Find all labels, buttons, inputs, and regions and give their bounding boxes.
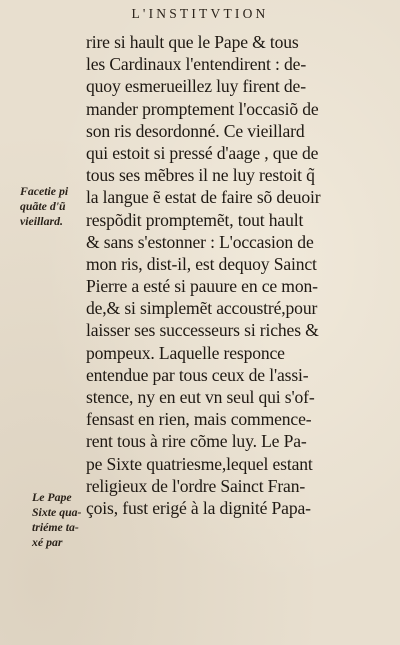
margin-note-line: quãte d'ũ <box>20 199 66 213</box>
text-line: religieux de l'ordre Sainct Fran- <box>86 475 306 496</box>
text-line: qui estoit si pressé d'aage , que de <box>86 142 319 163</box>
margin-note-line: triéme ta- <box>32 520 79 534</box>
text-line: respõdit promptemẽt, tout hault <box>86 209 304 230</box>
margin-note-line: Facetie pi <box>20 184 69 198</box>
text-line: fensast en rien, mais commence- <box>86 409 312 430</box>
text-line: laisser ses successeurs si riches & <box>86 320 319 341</box>
margin-note-line: xé par <box>32 535 63 549</box>
margin-note-line: Le Pape <box>32 490 72 504</box>
text-line: quoy esmerueillez luy firent de- <box>86 76 306 97</box>
text-line: son ris desordonné. Ce vieillard <box>86 120 305 141</box>
text-line: pe Sixte quatriesme,lequel estant <box>86 453 313 474</box>
text-line: mander promptement l'occasiõ de <box>86 98 319 119</box>
text-line: rire si hault que le Pape & tous <box>86 32 299 52</box>
text-line: tous ses mẽbres il ne luy restoit q̃ <box>86 165 315 186</box>
margin-note-pape-sixte <box>32 490 82 550</box>
text-line: de,& si simplemẽt accoustré,pour <box>86 298 318 319</box>
text-line: mon ris, dist-il, est dequoy Sainct <box>86 253 317 274</box>
text-line: & sans s'estonner : L'occasion de <box>86 231 314 252</box>
text-line: Pierre a esté si pauure en ce mon- <box>86 276 318 297</box>
text-line: les Cardinaux l'entendirent : de- <box>86 54 307 75</box>
margin-note-line: Sixte qua- <box>32 505 82 519</box>
margin-note-line: vieillard. <box>20 214 63 228</box>
text-line: la langue ẽ estat de faire sõ deuoir <box>86 187 321 208</box>
margin-note-facetie <box>20 184 68 229</box>
main-text <box>86 31 382 519</box>
text-line: rent tous à rire cõme luy. Le Pa- <box>86 431 307 452</box>
text-line: pompeux. Laquelle responce <box>86 342 285 363</box>
text-line: çois, fust erigé à la dignité Papa- <box>86 497 311 518</box>
text-line: stence, ny en eut vn seul qui s'of- <box>86 387 315 407</box>
text-line: entendue par tous ceux de l'assi- <box>86 364 309 385</box>
running-header: L'INSTITVTION <box>131 6 269 21</box>
